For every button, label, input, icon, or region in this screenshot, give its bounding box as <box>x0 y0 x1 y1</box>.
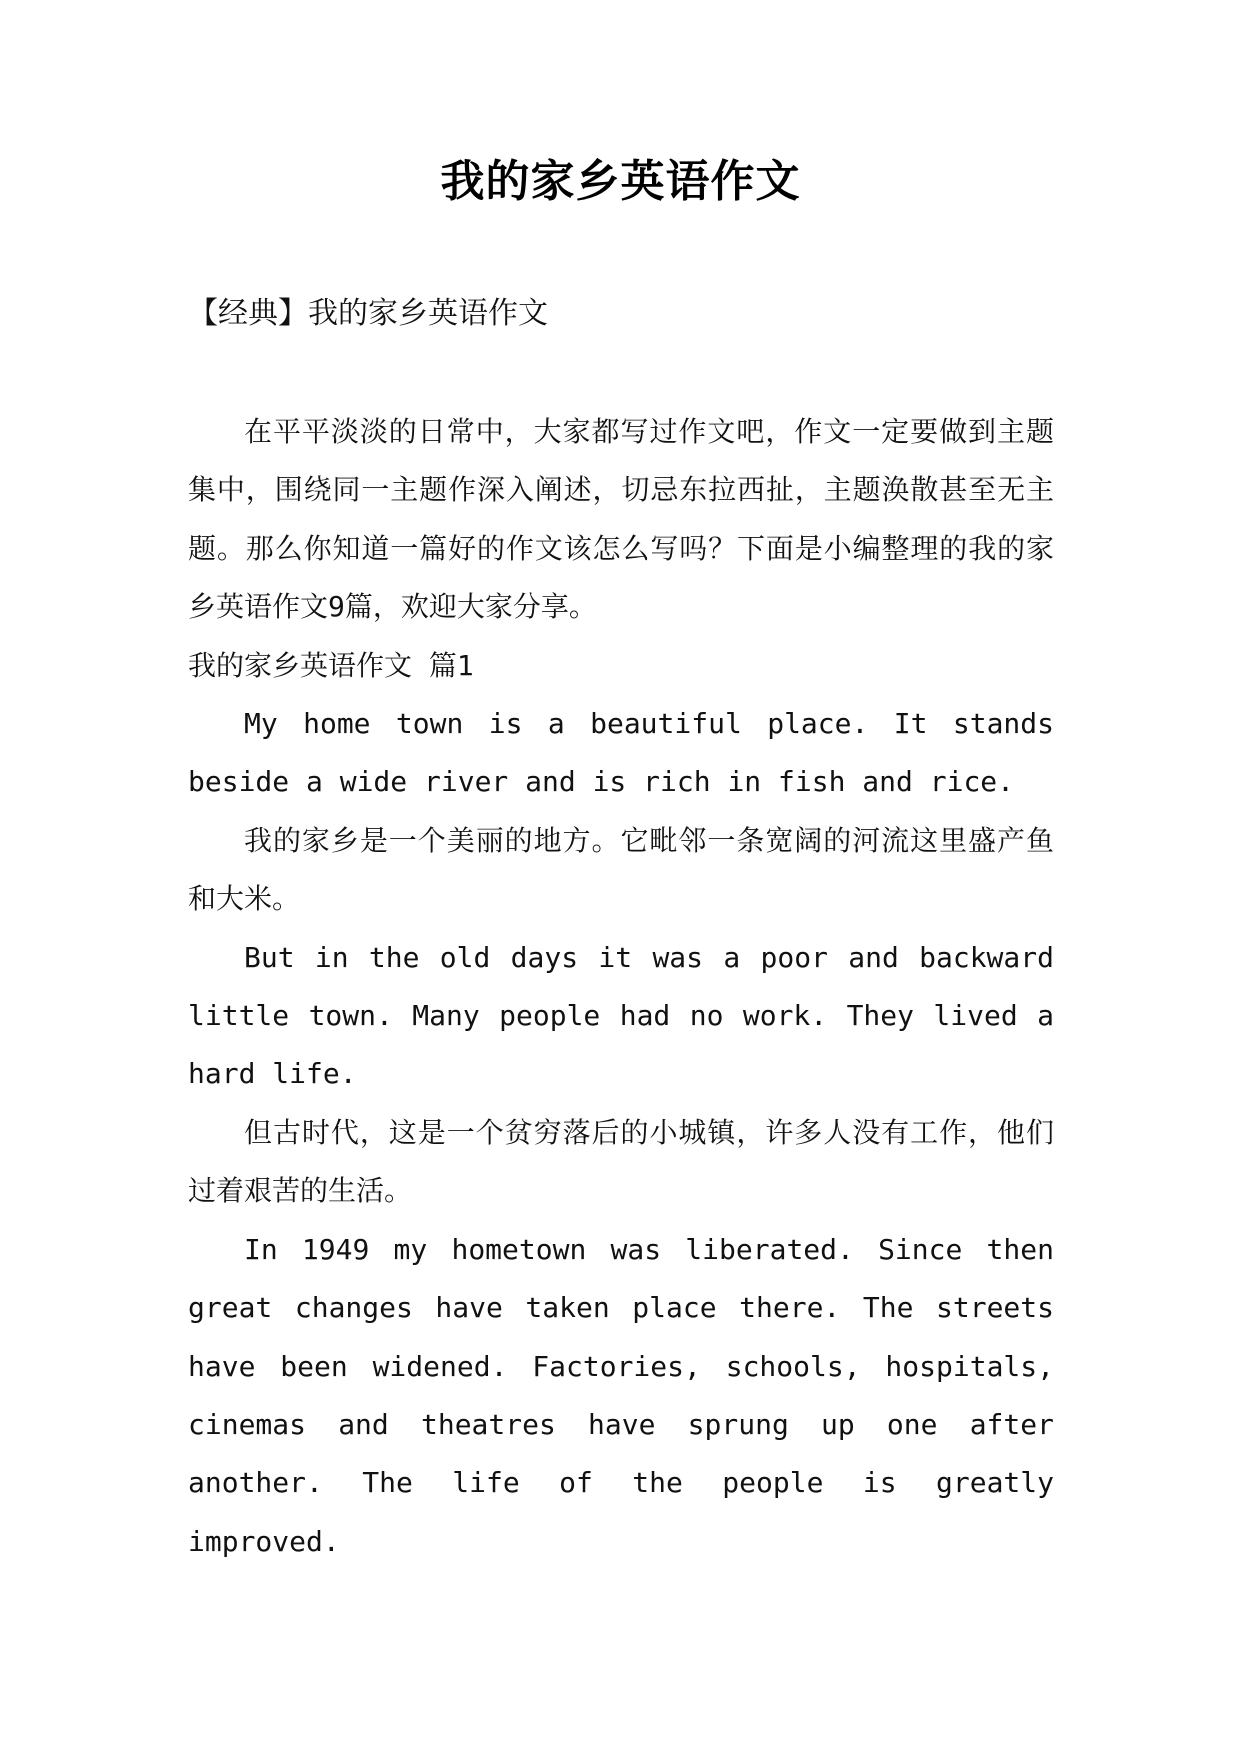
document-body <box>188 403 1054 1571</box>
document-subtitle: 【经典】我的家乡英语作文 <box>188 296 548 331</box>
chinese-paragraph: 但古时代，这是一个贫穷落后的小城镇，许多人没有工作，他们过着艰苦的生活。 <box>188 1115 1054 1208</box>
chinese-paragraph: 我的家乡是一个美丽的地方。它毗邻一条宽阔的河流这里盛产鱼和大米。 <box>188 823 1054 916</box>
document-title: 我的家乡英语作文 <box>440 156 801 207</box>
english-paragraph: In 1949 my hometown was liberated. Since then great changes have taken place there. The streets have been widened. Factories, schools, hospitals, cinemas and theatres have sprung up one after another. The life of the people is greatly improved. <box>188 1232 1054 1558</box>
english-paragraph: My home town is a beautiful place. It stands beside a wide river and is rich in fish and rice. <box>188 707 1054 799</box>
english-paragraph: But in the old days it was a poor and backward little town. Many people had no work. They lived a hard life. <box>188 940 1054 1091</box>
section-heading: 我的家乡英语作文 篇1 <box>188 648 474 682</box>
intro-paragraph: 在平平淡淡的日常中，大家都写过作文吧，作文一定要做到主题集中，围绕同一主题作深入阐述，切忌东拉西扯，主题涣散甚至无主题。那么你知道一篇好的作文该怎么写吗？下面是小编整理的我的家乡英语作文9篇，欢迎大家分享。 <box>188 415 1054 624</box>
